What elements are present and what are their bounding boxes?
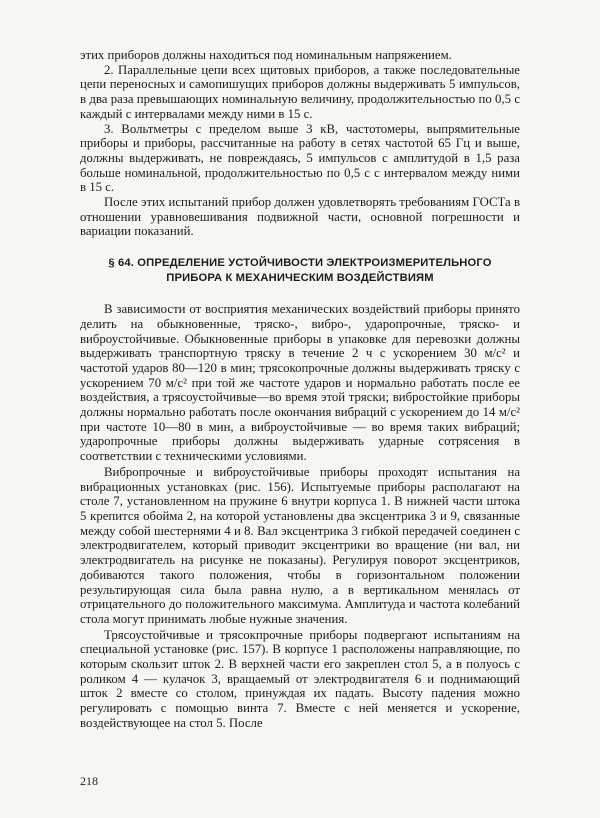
section-heading: § 64. ОПРЕДЕЛЕНИЕ УСТОЙЧИВОСТИ ЭЛЕКТРОИЗМЕРИТЕЛЬНОГО ПРИБОРА К МЕХАНИЧЕСКИМ ВОЗДЕЙСТВИЯМ (108, 257, 492, 285)
paragraph-after-tests: После этих испытаний прибор должен удовлетворять требованиям ГОСТа в отношении уравновешивания подвижной части, основной погрешности и вариации показаний. (80, 195, 520, 239)
paragraph-vibration-test: Вибропрочные и виброустойчивые приборы проходят испытания на вибрационных установках (рис. 156). Испытуемые приборы располагают на столе 7, установленном на пружине 6 внутри корпуса 1. В нижней части штока 5 крепится обойма 2, на которой установлены два эксцентрика 3 и 9, связанные между собой шестернями 4 и 8. Вал эксцентрика 3 гибкой передачей соединен с электродвигателем, который приводит эксцентрики во вращение (ни вал, ни электродвигатель на рисунке не показаны). Регулируя поворот эксцентриков, добиваются такого положения, чтобы в горизонтальном положении результирующая сила была равна нулю, а в вертикальном менялась от отрицательного до положительного максимума. Амплитуда и частота колебаний стола могут принимать любые нужные значения. (80, 464, 520, 626)
paragraph-classification: В зависимости от восприятия механических воздействий приборы принято делить на обыкновенные, тряско-, вибро-, ударопрочные, тряско- и виброустойчивые. Обыкновенные приборы в упаковке для перевозки должны выдерживать транспортную тряску в течение 2 ч с ускорением 30 м/с² и частотой ударов 80—120 в мин; трясокопрочные должны выдерживать тряску с ускорением 70 м/с² при той же частоте ударов и нормально работать после ее воздействия, а трясоустойчивые—во время этой тряски; вибростойкие приборы должны нормально работать после окончания вибраций с ускорением до 14 м/с² при частоте 10—80 в мин, а виброустойчивые — во время таких вибраций; ударопрочные приборы должны выдерживать ударные сотрясения в соответствии с техническими условиями. (80, 302, 520, 464)
paragraph-item-3: 3. Вольтметры с пределом выше 3 кВ, частотомеры, выпрямительные приборы и приборы, рассчитанные на работу в сетях частотой 65 Гц и выше, должны выдерживать, не повреждаясь, 5 импульсов с амплитудой в 1,5 раза больше номинальной, продолжительностью по 0,5 с с интервалом между ними в 15 с. (80, 121, 520, 195)
paragraph-shake-test: Трясоустойчивые и трясокпрочные приборы подвергают испытаниям на специальной установке (рис. 157). В корпусе 1 расположены направляющие, по которым скользит шток 2. В верхней части его закреплен стол 5, а в полуось с роликом 4 — кулачок 3, вращаемый от электродвигателя 6 и поднимающий шток 2 вместе со столом, принуждая их падать. Высоту падения можно регулировать с помощью винта 7. Вместе с ней меняется и ускорение, воздействующее на стол 5. После (80, 627, 520, 730)
page-number: 218 (80, 774, 98, 788)
paragraph-item-2: 2. Параллельные цепи всех щитовых приборов, а также последовательные цепи переносных и самопишущих приборов должны выдерживать 5 импульсов, в два раза превышающих номинальную величину, продолжительностью по 0,5 с каждый с интервалами между ними в 15 с. (80, 62, 520, 121)
paragraph-continued: этих приборов должны находиться под номинальным напряжением. (80, 48, 452, 62)
